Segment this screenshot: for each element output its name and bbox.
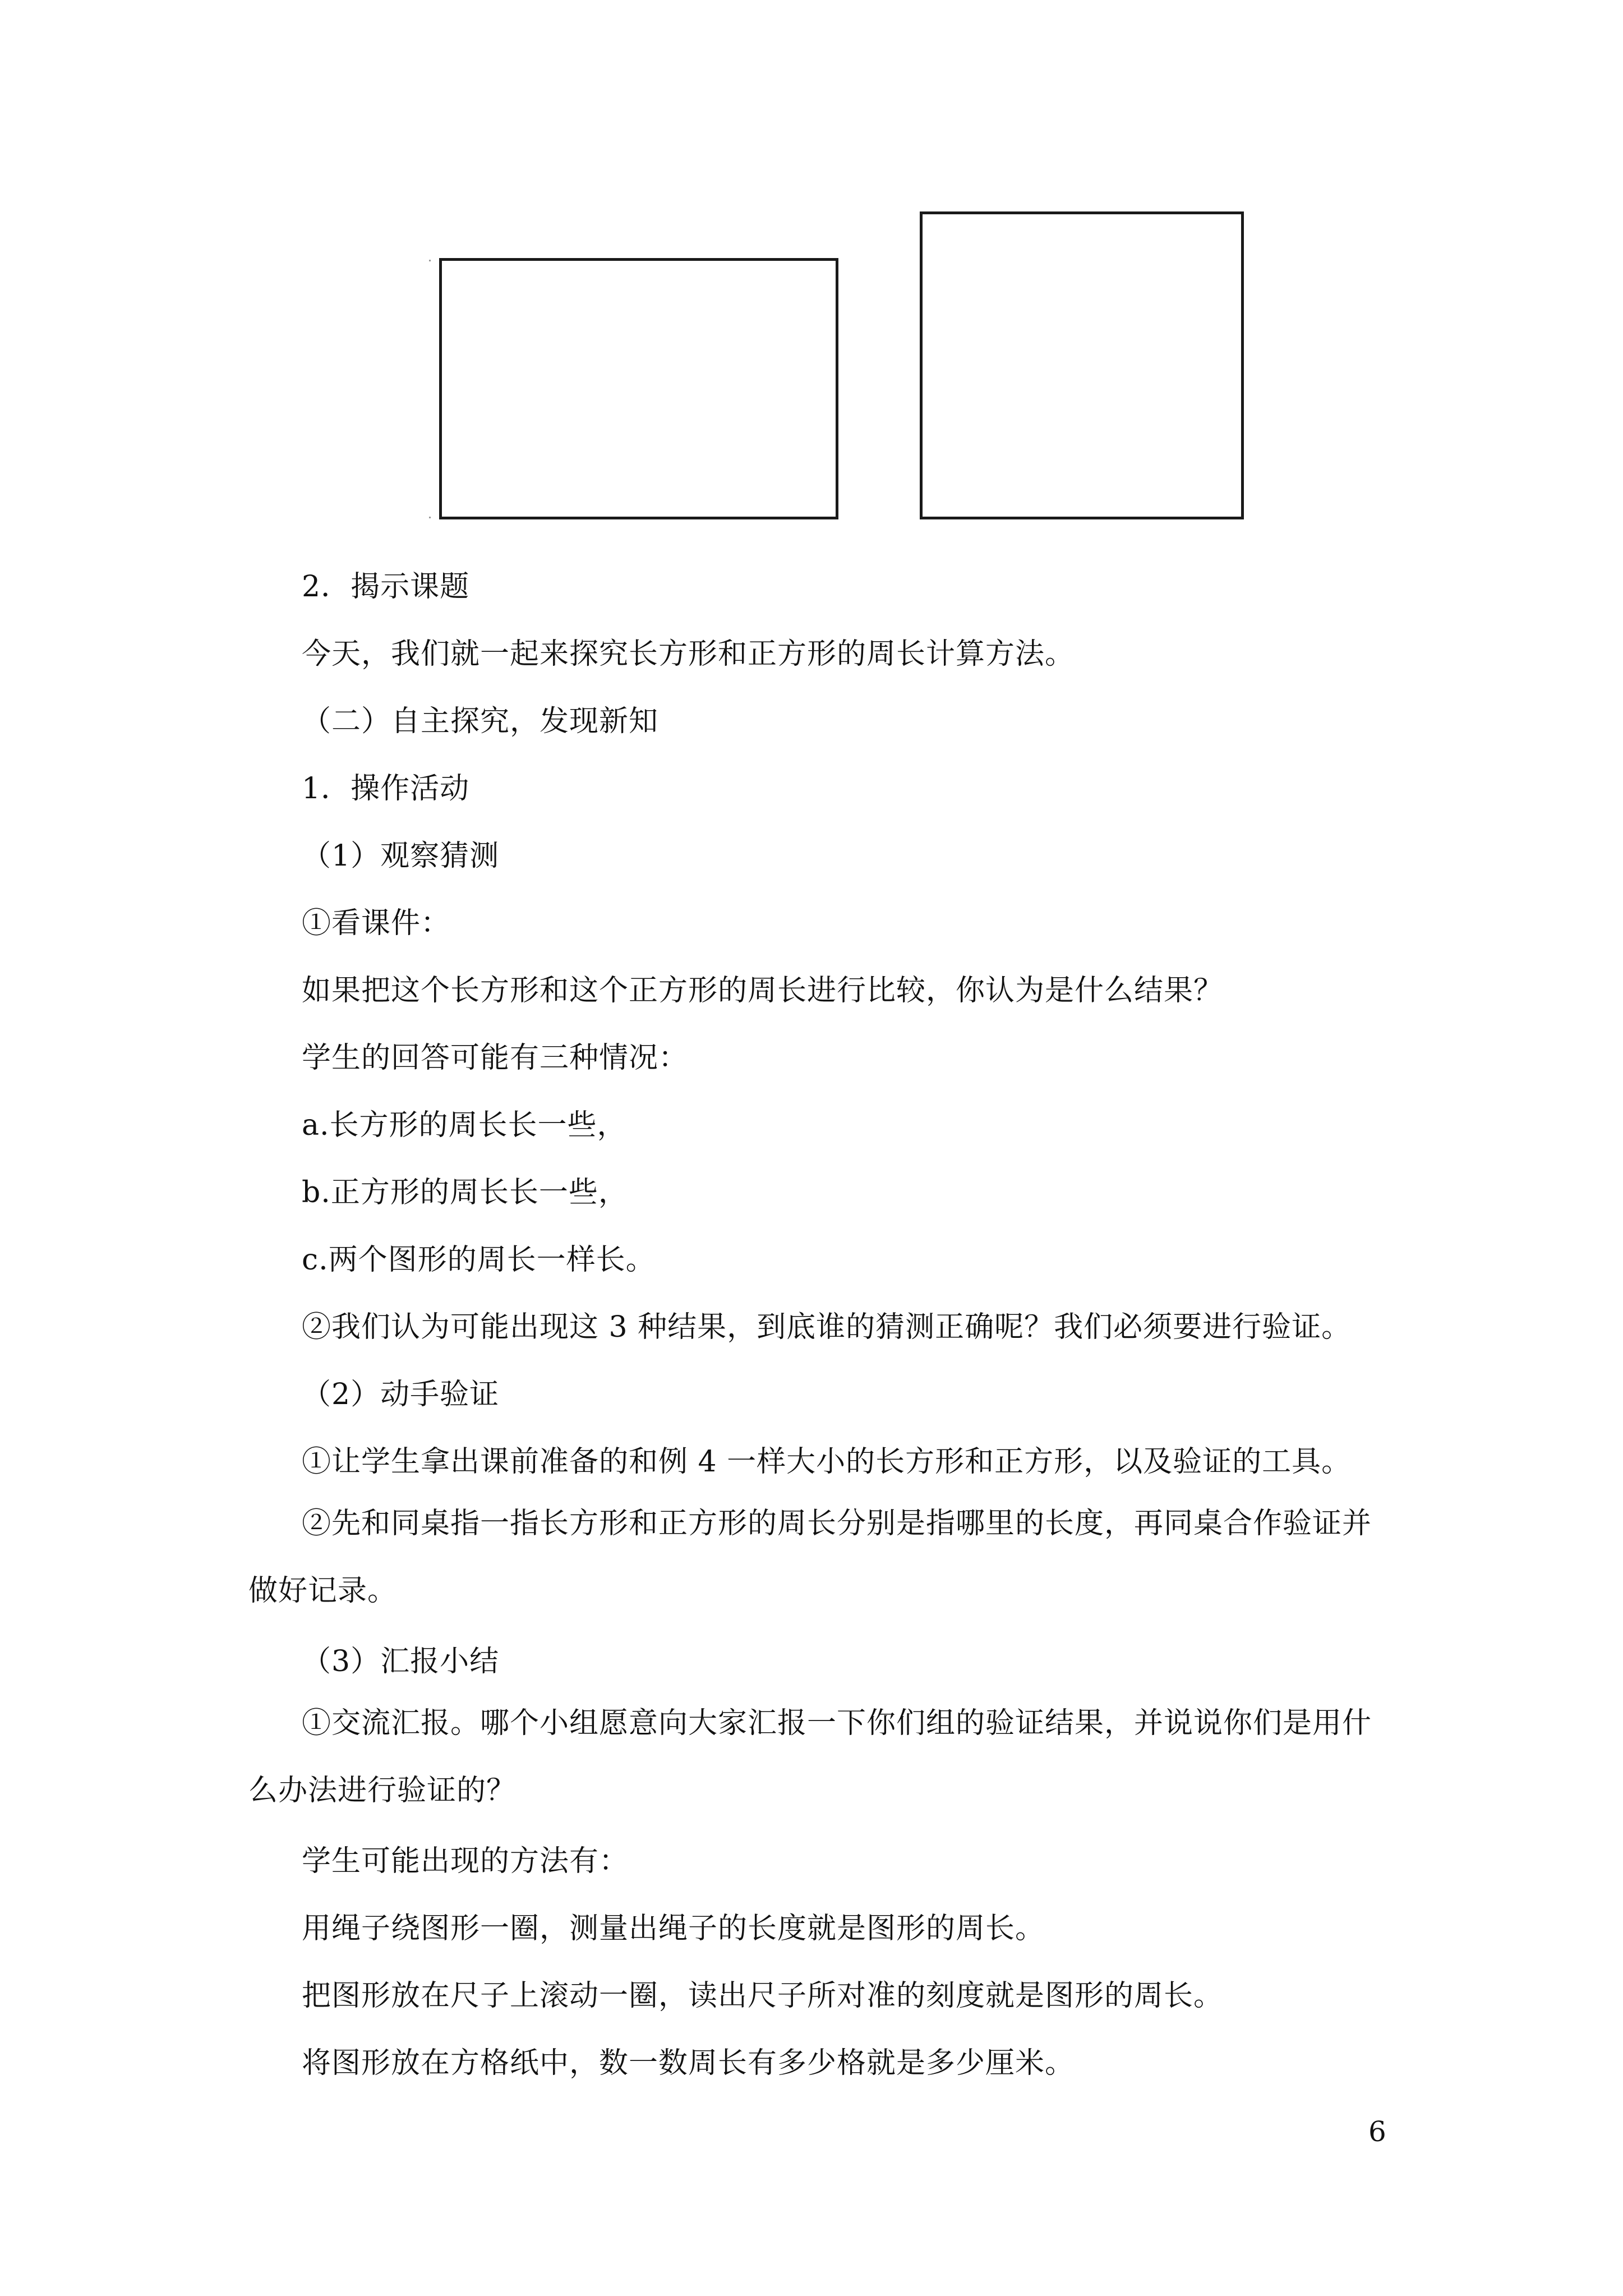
section-heading: （二）自主探究，发现新知 [302,705,659,738]
paragraph: 用绳子绕图形一圈，测量出绳子的长度就是图形的周长。 [302,1912,1045,1945]
paragraph: 把图形放在尺子上滚动一圈，读出尺子所对准的刻度就是图形的周长。 [302,1979,1224,2013]
subsection-heading: （3）汇报小结 [302,1645,500,1678]
paragraph: ①让学生拿出课前准备的和例 4 一样大小的长方形和正方形，以及验证的工具。 [302,1445,1352,1479]
paragraph: ②我们认为可能出现这 3 种结果，到底谁的猜测正确呢？我们必须要进行验证。 [302,1310,1352,1344]
paragraph: 将图形放在方格纸中，数一数周长有多少格就是多少厘米。 [302,2046,1075,2080]
subsection-heading: （1）观察猜测 [302,839,500,873]
list-item: c.两个图形的周长一样长。 [302,1243,656,1277]
paragraph: ①看课件： [302,907,451,940]
section-heading: 1．操作活动 [302,772,470,806]
paragraph: 今天，我们就一起来探究长方形和正方形的周长计算方法。 [302,637,1075,671]
subsection-heading: （2）动手验证 [302,1378,500,1411]
paragraph: 学生可能出现的方法有： [302,1844,629,1878]
figure-mark [429,517,431,518]
paragraph: 学生的回答可能有三种情况： [302,1041,689,1075]
section-heading: 2．揭示课题 [302,570,470,604]
paragraph: ②先和同桌指一指长方形和正方形的周长分别是指哪里的长度，再同桌合作验证并做好记录。 [248,1507,1372,1608]
paragraph: ①交流汇报。哪个小组愿意向大家汇报一下你们组的验证结果，并说说你们是用什么办法进行验证的？ [248,1706,1372,1807]
page-number: 6 [1368,2115,1386,2148]
rectangle-figure [439,258,838,519]
figure-mark [429,260,431,261]
paragraph: 如果把这个长方形和这个正方形的周长进行比较，你认为是什么结果？ [302,974,1224,1007]
list-item: b.正方形的周长长一些， [302,1176,628,1209]
list-item: a.长方形的周长长一些， [302,1108,627,1142]
square-figure [920,211,1244,519]
